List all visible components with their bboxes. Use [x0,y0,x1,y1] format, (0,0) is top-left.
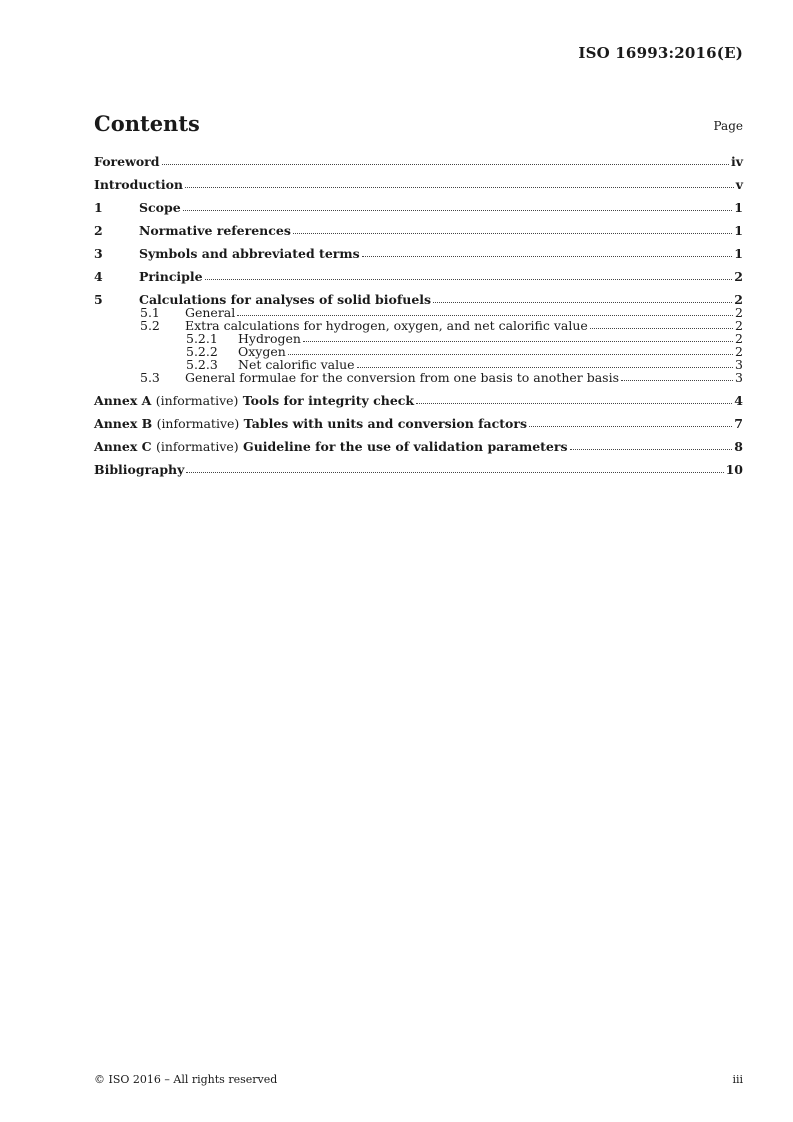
dot-leader [186,471,723,473]
dot-leader [237,314,733,316]
toc-entry-title: Net calorific value [238,357,355,372]
toc-entry-title: Symbols and abbreviated terms [139,246,360,261]
toc-entry-page: 2 [734,269,743,284]
toc-entry-page: 1 [734,200,743,215]
toc-entry-page: iv [730,154,743,169]
toc-entry-number: 3 [94,246,103,261]
toc-entry-number: 5.2.3 [186,357,218,372]
dot-leader [362,255,733,257]
toc-entry-page: 2 [734,292,743,307]
toc-entry-introduction[interactable] [94,178,743,191]
toc-entry-annex-b[interactable] [94,417,743,430]
toc-entry-symbols[interactable] [94,247,743,260]
toc-entry-page: 2 [735,318,743,333]
toc-entry-number: 1 [94,200,103,215]
dot-leader [288,353,733,355]
toc-entry-page: 3 [735,370,743,385]
toc-entry-page: 3 [735,357,743,372]
toc-entry-number: 2 [94,223,103,238]
toc-entry-scope[interactable] [94,201,743,214]
toc-entry-foreword[interactable] [94,155,743,168]
dot-leader [293,232,732,234]
dot-leader [357,366,733,368]
dot-leader [205,278,733,280]
toc-entry-title [94,440,568,453]
toc-entry-page: 2 [735,344,743,359]
toc-entry-title: Scope [139,200,181,215]
toc-entry-title: Extra calculations for hydrogen, oxygen, and net calorific value [185,318,588,333]
annex-informative: (informative) [155,439,239,454]
toc-entry-title: General [185,305,236,320]
toc-entry-general-formulae[interactable] [94,371,743,384]
toc-entry-title: Introduction [94,177,184,192]
toc-entry-page: 8 [734,439,743,454]
annex-label: Annex C [94,439,152,454]
dot-leader [303,340,733,342]
annex-label: Annex A [94,393,152,408]
toc-entry-number: 4 [94,269,103,284]
dot-leader [185,186,734,188]
toc-entry-title: General formulae for the conversion from one basis to another basis [185,370,620,385]
annex-title: Guideline for the use of validation parameters [243,439,568,454]
annex-informative: (informative) [155,393,239,408]
annex-title: Tools for integrity check [242,393,415,408]
dot-leader [162,163,729,165]
dot-leader [590,327,733,329]
toc-entry-bibliography[interactable] [94,463,743,476]
page-column-label: Page [713,119,743,133]
footer-copyright: © ISO 2016 – All rights reserved [94,1073,278,1086]
toc-entry-number: 5.2 [140,318,160,333]
toc-entry-title [94,394,414,407]
toc-entry-page: 4 [734,393,743,408]
toc-entry-page: 2 [735,305,743,320]
table-of-contents [94,155,743,476]
dot-leader [416,402,732,404]
toc-entry-number: 5.3 [140,370,160,385]
toc-entry-page: 1 [734,246,743,261]
toc-entry-title: Principle [139,269,203,284]
toc-entry-number: 5.2.2 [186,344,218,359]
toc-entry-title: Normative references [139,223,291,238]
dot-leader [433,301,732,303]
toc-entry-title: Foreword [94,154,160,169]
toc-entry-annex-c[interactable] [94,440,743,453]
annex-informative: (informative) [156,416,240,431]
toc-entry-page: v [735,177,743,192]
toc-entry-page: 2 [735,331,743,346]
toc-entry-annex-a[interactable] [94,394,743,407]
dot-leader [183,209,733,211]
toc-entry-normative-references[interactable] [94,224,743,237]
toc-entry-principle[interactable] [94,270,743,283]
footer-page-number: iii [732,1073,743,1086]
toc-entry-title [94,417,527,430]
toc-entry-page: 10 [725,462,743,477]
document-id: ISO 16993:2016(E) [578,44,743,62]
annex-title: Tables with units and conversion factors [243,416,527,431]
toc-entry-title: Calculations for analyses of solid biofuels [139,292,432,307]
dot-leader [621,379,733,381]
toc-entry-number: 5.1 [140,305,160,320]
toc-entry-page: 7 [734,416,743,431]
toc-entry-number: 5.2.1 [186,331,218,346]
annex-label: Annex B [94,416,153,431]
dot-leader [529,425,732,427]
contents-heading: Contents [94,111,200,136]
toc-entry-title: Bibliography [94,462,185,477]
toc-entry-page: 1 [734,223,743,238]
toc-entry-title: Oxygen [238,344,286,359]
dot-leader [570,448,733,450]
toc-entry-number: 5 [94,292,103,307]
toc-entry-title: Hydrogen [238,331,301,346]
